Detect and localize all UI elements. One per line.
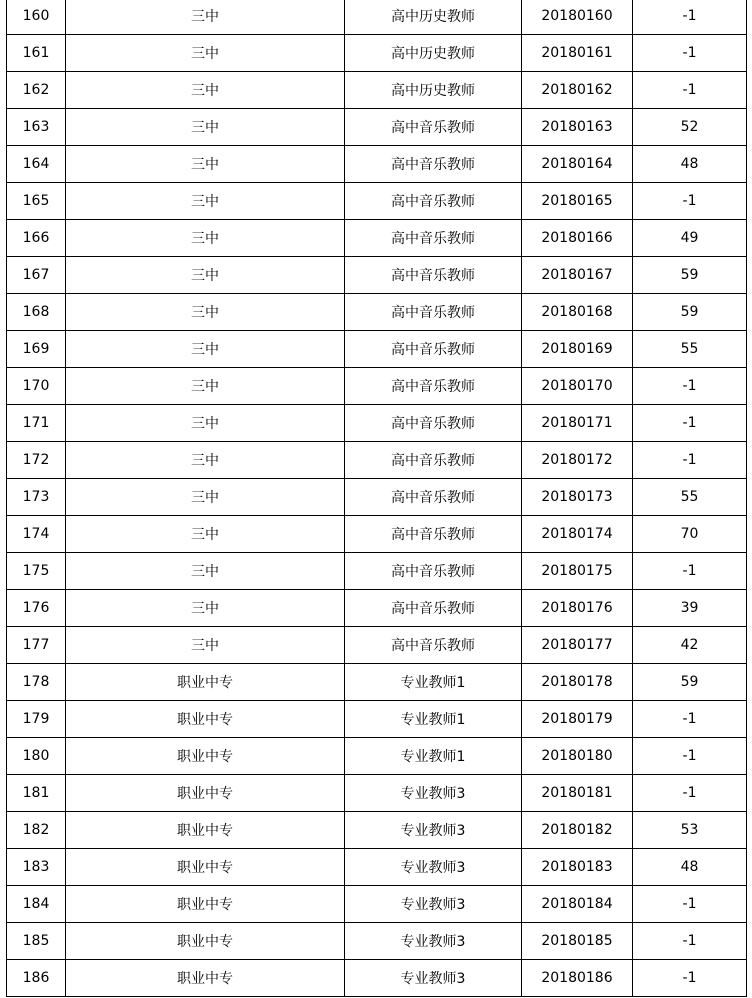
row-number-cell: 163 xyxy=(7,109,66,146)
row-number-cell: 174 xyxy=(7,516,66,553)
score-cell: -1 xyxy=(633,183,747,220)
unit-cell: 三中 xyxy=(66,0,345,35)
exam-id-cell: 20180178 xyxy=(522,664,633,701)
exam-id-cell: 20180171 xyxy=(522,405,633,442)
exam-id-cell: 20180181 xyxy=(522,775,633,812)
exam-id-cell: 20180163 xyxy=(522,109,633,146)
unit-cell: 三中 xyxy=(66,368,345,405)
exam-id-cell: 20180176 xyxy=(522,590,633,627)
table-row xyxy=(7,923,747,960)
score-sheet xyxy=(6,0,746,997)
score-cell: 55 xyxy=(633,479,747,516)
table-row xyxy=(7,664,747,701)
score-cell: 70 xyxy=(633,516,747,553)
table-row xyxy=(7,590,747,627)
unit-cell: 三中 xyxy=(66,590,345,627)
score-table xyxy=(6,0,747,997)
score-cell: -1 xyxy=(633,775,747,812)
table-row xyxy=(7,701,747,738)
position-cell: 高中音乐教师 xyxy=(345,590,522,627)
score-cell: 39 xyxy=(633,590,747,627)
table-row xyxy=(7,183,747,220)
row-number-cell: 162 xyxy=(7,72,66,109)
score-cell: 59 xyxy=(633,294,747,331)
row-number-cell: 181 xyxy=(7,775,66,812)
position-cell: 专业教师1 xyxy=(345,701,522,738)
position-cell: 高中音乐教师 xyxy=(345,331,522,368)
exam-id-cell: 20180166 xyxy=(522,220,633,257)
unit-cell: 三中 xyxy=(66,294,345,331)
table-row xyxy=(7,627,747,664)
exam-id-cell: 20180162 xyxy=(522,72,633,109)
unit-cell: 三中 xyxy=(66,516,345,553)
position-cell: 高中音乐教师 xyxy=(345,627,522,664)
exam-id-cell: 20180175 xyxy=(522,553,633,590)
exam-id-cell: 20180179 xyxy=(522,701,633,738)
unit-cell: 三中 xyxy=(66,109,345,146)
row-number-cell: 185 xyxy=(7,923,66,960)
exam-id-cell: 20180186 xyxy=(522,960,633,997)
exam-id-cell: 20180167 xyxy=(522,257,633,294)
position-cell: 专业教师1 xyxy=(345,664,522,701)
row-number-cell: 184 xyxy=(7,886,66,923)
unit-cell: 三中 xyxy=(66,257,345,294)
exam-id-cell: 20180164 xyxy=(522,146,633,183)
table-row xyxy=(7,109,747,146)
exam-id-cell: 20180169 xyxy=(522,331,633,368)
score-cell: -1 xyxy=(633,738,747,775)
unit-cell: 三中 xyxy=(66,220,345,257)
score-cell: 52 xyxy=(633,109,747,146)
unit-cell: 职业中专 xyxy=(66,849,345,886)
position-cell: 高中音乐教师 xyxy=(345,146,522,183)
unit-cell: 职业中专 xyxy=(66,738,345,775)
row-number-cell: 175 xyxy=(7,553,66,590)
row-number-cell: 179 xyxy=(7,701,66,738)
table-row xyxy=(7,886,747,923)
score-cell: -1 xyxy=(633,35,747,72)
table-row xyxy=(7,553,747,590)
score-cell: -1 xyxy=(633,701,747,738)
table-row xyxy=(7,72,747,109)
position-cell: 专业教师3 xyxy=(345,960,522,997)
exam-id-cell: 20180170 xyxy=(522,368,633,405)
row-number-cell: 160 xyxy=(7,0,66,35)
row-number-cell: 173 xyxy=(7,479,66,516)
exam-id-cell: 20180165 xyxy=(522,183,633,220)
score-cell: -1 xyxy=(633,368,747,405)
row-number-cell: 183 xyxy=(7,849,66,886)
row-number-cell: 164 xyxy=(7,146,66,183)
table-row xyxy=(7,146,747,183)
unit-cell: 三中 xyxy=(66,442,345,479)
unit-cell: 三中 xyxy=(66,627,345,664)
position-cell: 专业教师3 xyxy=(345,886,522,923)
unit-cell: 职业中专 xyxy=(66,886,345,923)
score-cell: -1 xyxy=(633,923,747,960)
exam-id-cell: 20180180 xyxy=(522,738,633,775)
score-cell: 59 xyxy=(633,257,747,294)
table-row xyxy=(7,849,747,886)
table-body xyxy=(7,0,747,997)
exam-id-cell: 20180185 xyxy=(522,923,633,960)
position-cell: 高中音乐教师 xyxy=(345,405,522,442)
score-cell: -1 xyxy=(633,442,747,479)
table-row xyxy=(7,442,747,479)
unit-cell: 三中 xyxy=(66,146,345,183)
row-number-cell: 167 xyxy=(7,257,66,294)
unit-cell: 三中 xyxy=(66,72,345,109)
exam-id-cell: 20180177 xyxy=(522,627,633,664)
exam-id-cell: 20180172 xyxy=(522,442,633,479)
row-number-cell: 178 xyxy=(7,664,66,701)
position-cell: 高中历史教师 xyxy=(345,0,522,35)
row-number-cell: 161 xyxy=(7,35,66,72)
position-cell: 高中音乐教师 xyxy=(345,109,522,146)
position-cell: 高中音乐教师 xyxy=(345,479,522,516)
position-cell: 高中历史教师 xyxy=(345,72,522,109)
position-cell: 高中历史教师 xyxy=(345,35,522,72)
position-cell: 高中音乐教师 xyxy=(345,294,522,331)
exam-id-cell: 20180184 xyxy=(522,886,633,923)
table-row xyxy=(7,738,747,775)
table-row xyxy=(7,405,747,442)
unit-cell: 三中 xyxy=(66,35,345,72)
exam-id-cell: 20180174 xyxy=(522,516,633,553)
position-cell: 高中音乐教师 xyxy=(345,257,522,294)
position-cell: 专业教师3 xyxy=(345,812,522,849)
table-row xyxy=(7,960,747,997)
score-cell: 59 xyxy=(633,664,747,701)
exam-id-cell: 20180183 xyxy=(522,849,633,886)
unit-cell: 三中 xyxy=(66,553,345,590)
table-row xyxy=(7,257,747,294)
position-cell: 高中音乐教师 xyxy=(345,368,522,405)
score-cell: -1 xyxy=(633,0,747,35)
unit-cell: 职业中专 xyxy=(66,664,345,701)
table-row xyxy=(7,775,747,812)
row-number-cell: 165 xyxy=(7,183,66,220)
exam-id-cell: 20180173 xyxy=(522,479,633,516)
row-number-cell: 172 xyxy=(7,442,66,479)
table-row xyxy=(7,331,747,368)
row-number-cell: 166 xyxy=(7,220,66,257)
score-cell: -1 xyxy=(633,405,747,442)
table-row xyxy=(7,812,747,849)
position-cell: 专业教师1 xyxy=(345,738,522,775)
position-cell: 高中音乐教师 xyxy=(345,553,522,590)
score-cell: 55 xyxy=(633,331,747,368)
unit-cell: 三中 xyxy=(66,331,345,368)
position-cell: 专业教师3 xyxy=(345,775,522,812)
position-cell: 高中音乐教师 xyxy=(345,516,522,553)
unit-cell: 三中 xyxy=(66,183,345,220)
position-cell: 高中音乐教师 xyxy=(345,183,522,220)
table-row xyxy=(7,35,747,72)
row-number-cell: 168 xyxy=(7,294,66,331)
exam-id-cell: 20180160 xyxy=(522,0,633,35)
exam-id-cell: 20180168 xyxy=(522,294,633,331)
score-cell: -1 xyxy=(633,960,747,997)
row-number-cell: 180 xyxy=(7,738,66,775)
table-row xyxy=(7,0,747,35)
score-cell: 48 xyxy=(633,146,747,183)
position-cell: 专业教师3 xyxy=(345,923,522,960)
unit-cell: 职业中专 xyxy=(66,812,345,849)
row-number-cell: 186 xyxy=(7,960,66,997)
table-row xyxy=(7,479,747,516)
score-cell: -1 xyxy=(633,553,747,590)
position-cell: 高中音乐教师 xyxy=(345,220,522,257)
table-row xyxy=(7,516,747,553)
score-cell: -1 xyxy=(633,72,747,109)
row-number-cell: 182 xyxy=(7,812,66,849)
row-number-cell: 169 xyxy=(7,331,66,368)
unit-cell: 职业中专 xyxy=(66,960,345,997)
exam-id-cell: 20180161 xyxy=(522,35,633,72)
unit-cell: 职业中专 xyxy=(66,775,345,812)
score-cell: 49 xyxy=(633,220,747,257)
table-row xyxy=(7,220,747,257)
position-cell: 专业教师3 xyxy=(345,849,522,886)
exam-id-cell: 20180182 xyxy=(522,812,633,849)
table-row xyxy=(7,294,747,331)
score-cell: 42 xyxy=(633,627,747,664)
position-cell: 高中音乐教师 xyxy=(345,442,522,479)
unit-cell: 职业中专 xyxy=(66,923,345,960)
score-cell: -1 xyxy=(633,886,747,923)
row-number-cell: 171 xyxy=(7,405,66,442)
unit-cell: 三中 xyxy=(66,479,345,516)
row-number-cell: 177 xyxy=(7,627,66,664)
unit-cell: 职业中专 xyxy=(66,701,345,738)
score-cell: 53 xyxy=(633,812,747,849)
unit-cell: 三中 xyxy=(66,405,345,442)
row-number-cell: 170 xyxy=(7,368,66,405)
score-cell: 48 xyxy=(633,849,747,886)
row-number-cell: 176 xyxy=(7,590,66,627)
table-row xyxy=(7,368,747,405)
